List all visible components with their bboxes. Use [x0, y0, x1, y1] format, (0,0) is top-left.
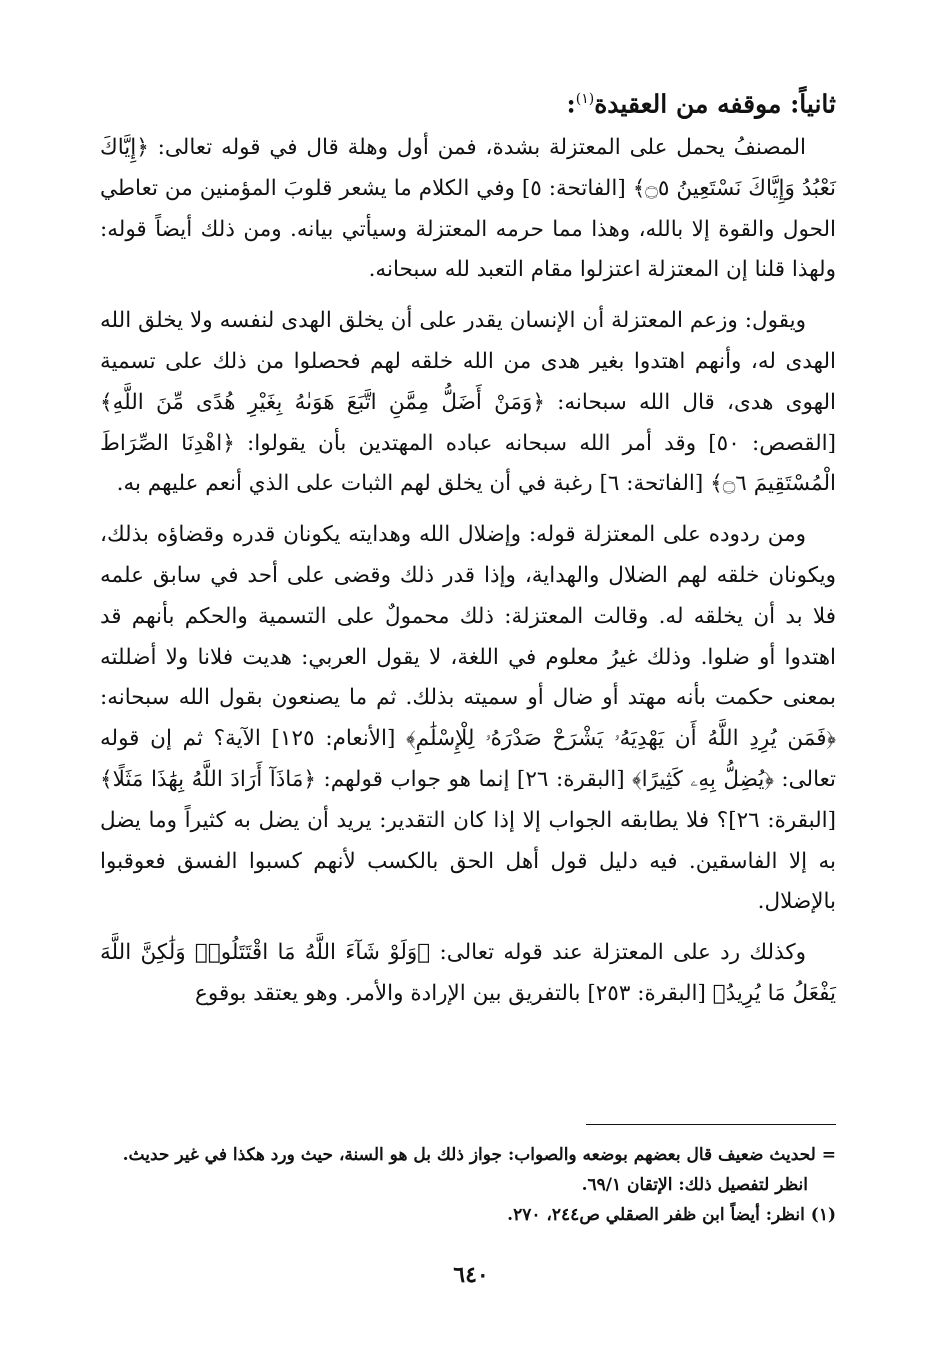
heading-title: ثانياً: موقفه من العقيدة	[594, 89, 836, 119]
paragraph-1: المصنفُ يحمل على المعتزلة بشدة، فمن أول وهلة قال في قوله تعالى: ﴿إِيَّاكَ نَعْبُدُ وَإِيَّاكَ نَسْتَعِينُ ۝٥﴾ [الفاتحة: ٥] وفي الكلام ما يشعر قلوبَ المؤمنين من تعاطي الحول والقوة إلا بالله، وهذا مما حرمه المعتزلة وسيأتي بيانه. ومن ذلك أيضاً قوله: ولهذا قلنا إن المعتزلة اعتزلوا مقام التعبد لله سبحانه.	[100, 135, 836, 283]
paragraph-3: ومن ردوده على المعتزلة قوله: وإضلال الله وهدايته يكونان قدره وقضاؤه بذلك، ويكونان خلقه لهم الضلال والهداية، وإذا قدر ذلك وقضى على أحد في سابق علمه فلا بد أن يخلقه له. وقالت المعتزلة: ذلك محمولٌ على التسمية والحكم بأنهم قد اهتدوا أو ضلوا. وذلك غيرُ معلوم في اللغة، لا يقول العربي: هديت فلانا ولا أضللته بمعنى حكمت بأنه مهتد أو ضال أو سميته بذلك. ثم ما يصنعون بقول الله سبحانه: ﴿فَمَن يُرِدِ اللَّهُ أَن يَهْدِيَهُۥ يَشْرَحْ صَدْرَهُۥ لِلْإِسْلَٰمِ﴾ [الأنعام: ١٢٥] الآية؟ ثم إن قوله تعالى: ﴿يُضِلُّ بِهِۦ كَثِيرًا﴾ [البقرة: ٢٦] إنما هو جواب قولهم: ﴿مَاذَآ أَرَادَ اللَّهُ بِهَٰذَا مَثَلًا﴾ [البقرة: ٢٦]؟ فلا يطابقه الجواب إلا إذا كان التقدير: يريد أن يضل به كثيراً وما يضل به إلا الفاسقين. فيه دليل قول أهل الحق بالكسب لأنهم كسبوا الفسق فعوقبوا بالإضلال.	[100, 522, 836, 915]
page-number: ٦٤٠	[453, 1262, 489, 1288]
footnote-continuation: = لحديث ضعيف قال بعضهم بوضعه والصواب: جواز ذلك بل هو السنة، حيث ورد هكذا في غير حديث. انظر لتفصيل ذلك: الإتقان ٦٩/١.	[122, 1145, 836, 1195]
footnote-divider	[586, 1124, 836, 1125]
footnotes	[100, 1140, 836, 1230]
heading-colon: :	[566, 89, 576, 119]
footnote-1: (١) انظر: أيضاً ابن ظفر الصقلي ص٢٤٤، ٢٧٠.	[507, 1205, 836, 1225]
paragraph-2: ويقول: وزعم المعتزلة أن الإنسان يقدر على أن يخلق الهدى لنفسه ولا يخلق الله الهدى له، وأنهم اهتدوا بغير هدى من الله خلقه لهم فحصلوا من ذلك على تسمية الهوى هدى، قال الله سبحانه: ﴿وَمَنْ أَضَلُّ مِمَّنِ اتَّبَعَ هَوَىٰهُ بِغَيْرِ هُدًى مِّنَ اللَّهِ﴾ [القصص: ٥٠] وقد أمر الله سبحانه عباده المهتدين بأن يقولوا: ﴿اهْدِنَا الصِّرَاطَ الْمُسْتَقِيمَ ۝٦﴾ [الفاتحة: ٦] رغبة في أن يخلق لهم الثبات على الذي أنعم عليهم به.	[100, 308, 836, 497]
section-heading	[96, 82, 836, 121]
paragraph-4: وكذلك رد على المعتزلة عند قوله تعالى: ﴿وَلَوْ شَآءَ اللَّهُ مَا اقْتَتَلُوا۟ وَلَٰكِنَّ اللَّهَ يَفْعَلُ مَا يُرِيدُ﴾ [البقرة: ٢٥٣] بالتفريق بين الإرادة والأمر. وهو يعتقد بوقوع	[100, 940, 836, 1006]
body-text	[100, 128, 836, 1025]
footnote-reference: (١)	[575, 91, 595, 107]
